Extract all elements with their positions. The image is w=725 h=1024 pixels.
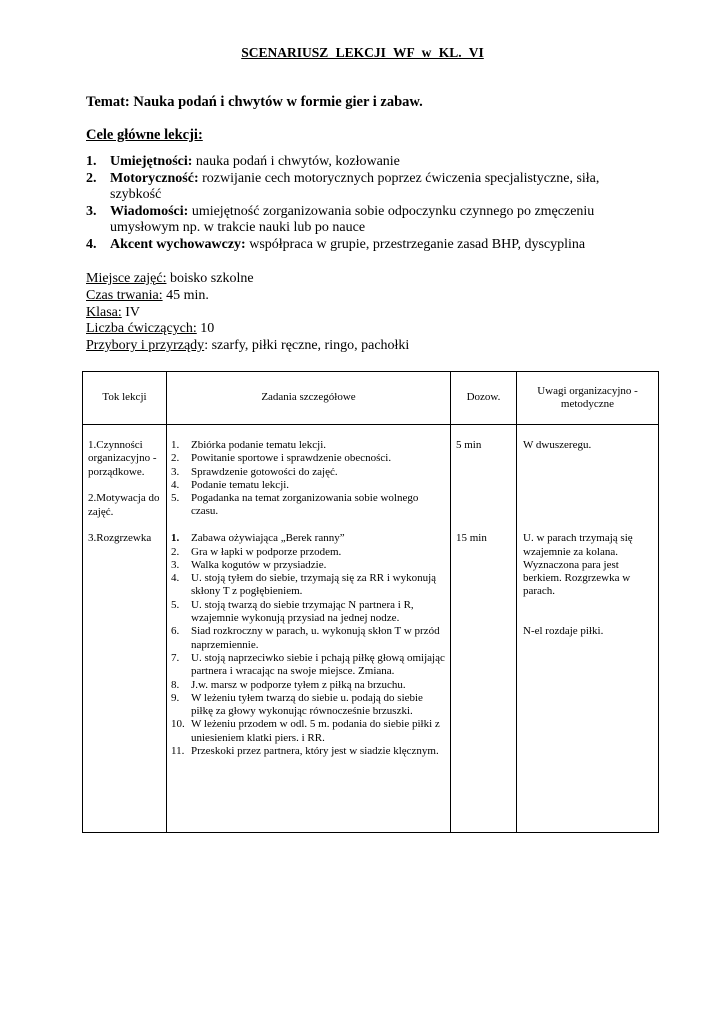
task-text: U. stoją tyłem do siebie, trzymają się za RR i wykonują skłony T z pogłębieniem. bbox=[191, 572, 437, 598]
tasks-cell bbox=[167, 425, 451, 833]
list-item bbox=[171, 692, 446, 719]
task-text: W leżeniu przodem w odl. 5 m. podania do siebie piłki z uniesieniem klatki piers. i RR. bbox=[191, 718, 440, 744]
phase-label: 1.Czynności organizacyjno - porządkowe. bbox=[88, 439, 157, 478]
task-number: 2. bbox=[171, 452, 180, 465]
list-item bbox=[171, 492, 446, 519]
header-cell: Dozow. bbox=[451, 372, 517, 425]
goal-number: 3. bbox=[86, 203, 97, 219]
info-key: Miejsce zajęć: bbox=[86, 271, 167, 286]
info-key: Przybory i przyrządy bbox=[86, 338, 205, 354]
list-item bbox=[171, 439, 446, 452]
goal-number: 2. bbox=[86, 170, 97, 186]
task-number: 5. bbox=[171, 598, 180, 611]
info-row bbox=[86, 338, 409, 355]
note-text: N-el rozdaje piłki. bbox=[523, 624, 604, 637]
info-row bbox=[86, 321, 409, 338]
table-row bbox=[83, 425, 659, 833]
task-text: Przeskoki przez partnera, który jest w siadzie klęcznym. bbox=[191, 745, 439, 758]
warmup-task-list bbox=[171, 532, 446, 758]
task-number: 7. bbox=[171, 651, 180, 664]
task-text: Podanie tematu lekcji. bbox=[191, 478, 290, 491]
goal-item bbox=[86, 237, 646, 254]
info-row bbox=[86, 271, 409, 288]
goal-text: współpraca w grupie, przestrzeganie zasad BHP, dyscyplina bbox=[245, 236, 586, 252]
phase-label: 2.Motywacja do zajęć. bbox=[88, 492, 160, 518]
list-item bbox=[171, 599, 446, 626]
list-item bbox=[171, 479, 446, 492]
phase-cell bbox=[83, 425, 167, 833]
table-header-row bbox=[83, 372, 659, 425]
task-text: Walka kogutów w przysiadzie. bbox=[191, 558, 327, 571]
list-item bbox=[171, 572, 446, 599]
list-item bbox=[171, 679, 446, 692]
list-item bbox=[171, 652, 446, 679]
goals-heading: Cele główne lekcji: bbox=[86, 127, 203, 143]
lesson-topic: Temat: Nauka podań i chwytów w formie gier i zabaw. bbox=[86, 94, 423, 110]
info-key: Czas trwania: bbox=[86, 287, 163, 303]
dose-value: 15 min bbox=[456, 532, 487, 545]
info-value: 10 bbox=[196, 321, 215, 337]
list-item bbox=[171, 745, 446, 758]
goal-label: Wiadomości: bbox=[110, 203, 189, 219]
task-number: 1. bbox=[171, 532, 180, 545]
list-item bbox=[171, 718, 446, 745]
task-text: U. stoją twarzą do siebie trzymając N partnera i R, wzajemnie wykonują przysiad na jednej nodze. bbox=[191, 598, 414, 625]
goal-item bbox=[86, 171, 646, 204]
info-key: Klasa: bbox=[86, 304, 122, 320]
list-item bbox=[171, 532, 446, 545]
task-number: 2. bbox=[171, 545, 180, 558]
task-number: 3. bbox=[171, 465, 180, 478]
goals-list bbox=[86, 154, 646, 253]
phase-label: 3.Rozgrzewka bbox=[88, 532, 152, 545]
task-text: Zabawa ożywiająca „Berek ranny” bbox=[191, 532, 345, 545]
task-text: W leżeniu tyłem twarzą do siebie u. podają do siebie piłkę za głowy wykonując równocześnie brzuszki. bbox=[191, 691, 423, 718]
info-value: 45 min. bbox=[162, 287, 209, 303]
lesson-info bbox=[86, 271, 409, 355]
task-number: 6. bbox=[171, 625, 180, 638]
info-row bbox=[86, 288, 409, 305]
lesson-table bbox=[82, 371, 659, 833]
goal-item bbox=[86, 154, 646, 171]
note-text: U. w parach trzymają się wzajemnie za kolana. Wyznaczona para jest berkiem. Rozgrzewka w parach. bbox=[523, 532, 633, 598]
goal-text: umiejętność zorganizowania sobie odpoczynku czynnego po zmęczeniu umysłowym np. w trakcie nauki lub po nauce bbox=[110, 203, 595, 235]
list-item bbox=[171, 466, 446, 479]
header-cell: Uwagi organizacyjno - metodyczne bbox=[517, 372, 659, 425]
task-number: 3. bbox=[171, 558, 180, 571]
task-text: J.w. marsz w podporze tyłem z piłką na brzuchu. bbox=[191, 678, 406, 691]
note-text: W dwuszeregu. bbox=[523, 439, 592, 451]
document-title: SCENARIUSZ LEKCJI WF w KL. VI bbox=[241, 45, 484, 60]
dose-value: 5 min bbox=[456, 439, 482, 451]
task-number: 11. bbox=[171, 745, 185, 758]
goal-label: Motoryczność: bbox=[110, 170, 199, 186]
task-number: 4. bbox=[171, 478, 180, 491]
goal-number: 1. bbox=[86, 154, 97, 169]
list-item bbox=[171, 452, 446, 465]
header-cell: Tok lekcji bbox=[83, 372, 167, 425]
goal-text: nauka podań i chwytów, kozłowanie bbox=[192, 154, 400, 169]
goal-item bbox=[86, 204, 646, 237]
info-key: Liczba ćwiczących: bbox=[86, 321, 197, 337]
info-row bbox=[86, 305, 409, 322]
header-cell: Zadania szczegółowe bbox=[167, 372, 451, 425]
list-item bbox=[171, 625, 446, 652]
task-number: 1. bbox=[171, 439, 180, 451]
task-list bbox=[171, 439, 446, 519]
goal-label: Umiejętności: bbox=[110, 154, 193, 169]
task-number: 9. bbox=[171, 691, 180, 704]
task-text: Pogadanka na temat zorganizowania sobie wolnego czasu. bbox=[191, 492, 419, 518]
task-text: Zbiórka podanie tematu lekcji. bbox=[191, 439, 327, 451]
dose-cell bbox=[451, 425, 517, 833]
task-text: Powitanie sportowe i sprawdzenie obecności. bbox=[191, 452, 392, 465]
task-text: Sprawdzenie gotowości do zajęć. bbox=[191, 465, 338, 478]
task-number: 10. bbox=[171, 718, 185, 731]
notes-cell bbox=[517, 425, 659, 833]
list-item bbox=[171, 559, 446, 572]
task-text: Siad rozkroczny w parach, u. wykonują skłon T w przód naprzemiennie. bbox=[191, 625, 440, 651]
goal-label: Akcent wychowawczy: bbox=[110, 236, 246, 252]
goal-text: rozwijanie cech motorycznych poprzez ćwiczenia specjalistyczne, siła, szybkość bbox=[110, 170, 600, 202]
task-text: U. stoją naprzeciwko siebie i pchają piłkę głową omijając partnera i wracając na swoje miejsce. Zmiana. bbox=[191, 651, 445, 678]
goal-number: 4. bbox=[86, 236, 97, 252]
list-item bbox=[171, 546, 446, 559]
task-number: 4. bbox=[171, 572, 180, 585]
info-value: IV bbox=[121, 304, 141, 320]
task-number: 5. bbox=[171, 492, 180, 505]
task-number: 8. bbox=[171, 678, 180, 691]
task-text: Gra w łapki w podporze przodem. bbox=[191, 545, 342, 558]
info-value: boisko szkolne bbox=[166, 271, 254, 286]
info-value: : szarfy, piłki ręczne, ringo, pachołki bbox=[204, 338, 410, 354]
